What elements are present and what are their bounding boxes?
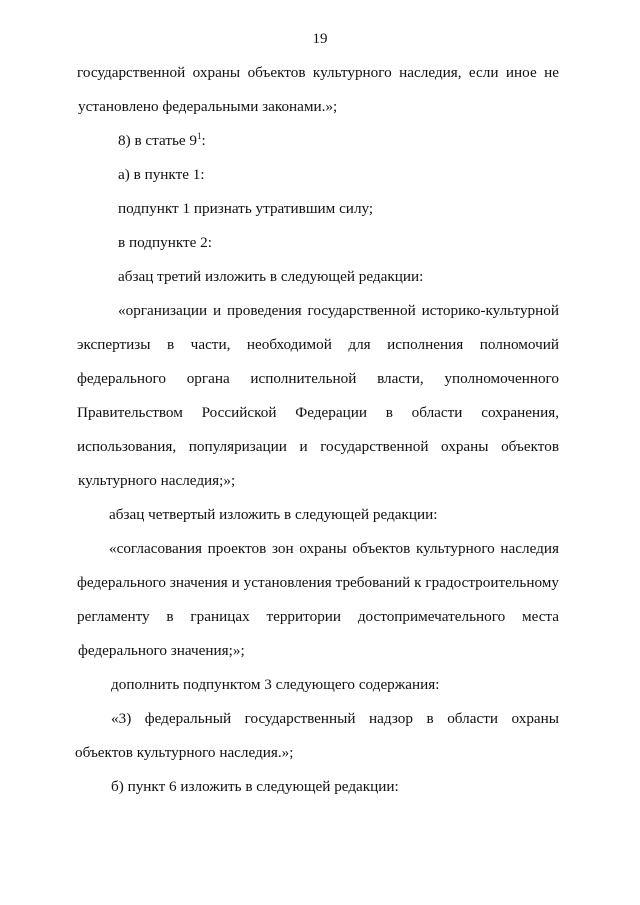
quote-line: федерального значения и установления требований к градостроительному xyxy=(77,574,559,591)
quote-line: культурного наследия;»; xyxy=(78,472,236,489)
quote-line: использования, популяризации и государственной охраны объектов xyxy=(77,438,559,455)
list-item-8-text: 8) в статье 9 xyxy=(118,132,198,149)
text-line: а) в пункте 1: xyxy=(118,166,205,183)
quote-line: «3) федеральный государственный надзор в области охраны xyxy=(111,710,559,727)
text-line: дополнить подпунктом 3 следующего содержания: xyxy=(111,676,440,693)
text-line: абзац четвертый изложить в следующей редакции: xyxy=(109,506,438,523)
page-number: 19 xyxy=(312,31,328,47)
quote-line: экспертизы в части, необходимой для исполнения полномочий xyxy=(77,336,559,353)
quote-line: объектов культурного наследия.»; xyxy=(75,744,294,761)
quote-line: «согласования проектов зон охраны объектов культурного наследия xyxy=(109,540,559,557)
text-line: в подпункте 2: xyxy=(118,234,212,251)
text-line: подпункт 1 признать утратившим силу; xyxy=(118,200,374,217)
quote-line: «организации и проведения государственной историко-культурной xyxy=(118,302,559,319)
list-item-8 xyxy=(118,131,206,151)
text-line: б) пункт 6 изложить в следующей редакции: xyxy=(111,778,399,795)
text-line: абзац третий изложить в следующей редакции: xyxy=(118,268,424,285)
superscript: 1 xyxy=(197,131,202,141)
quote-line: федерального значения;»; xyxy=(78,642,245,659)
quote-line: регламенту в границах территории достопримечательного места xyxy=(77,608,559,625)
quote-line: федерального органа исполнительной власти, уполномоченного xyxy=(77,370,559,387)
text-line: установлено федеральными законами.»; xyxy=(78,98,338,115)
list-item-8-colon: : xyxy=(201,132,206,149)
quote-line: Правительством Российской Федерации в области сохранения, xyxy=(77,404,559,421)
text-line: государственной охраны объектов культурного наследия, если иное не xyxy=(77,64,559,81)
